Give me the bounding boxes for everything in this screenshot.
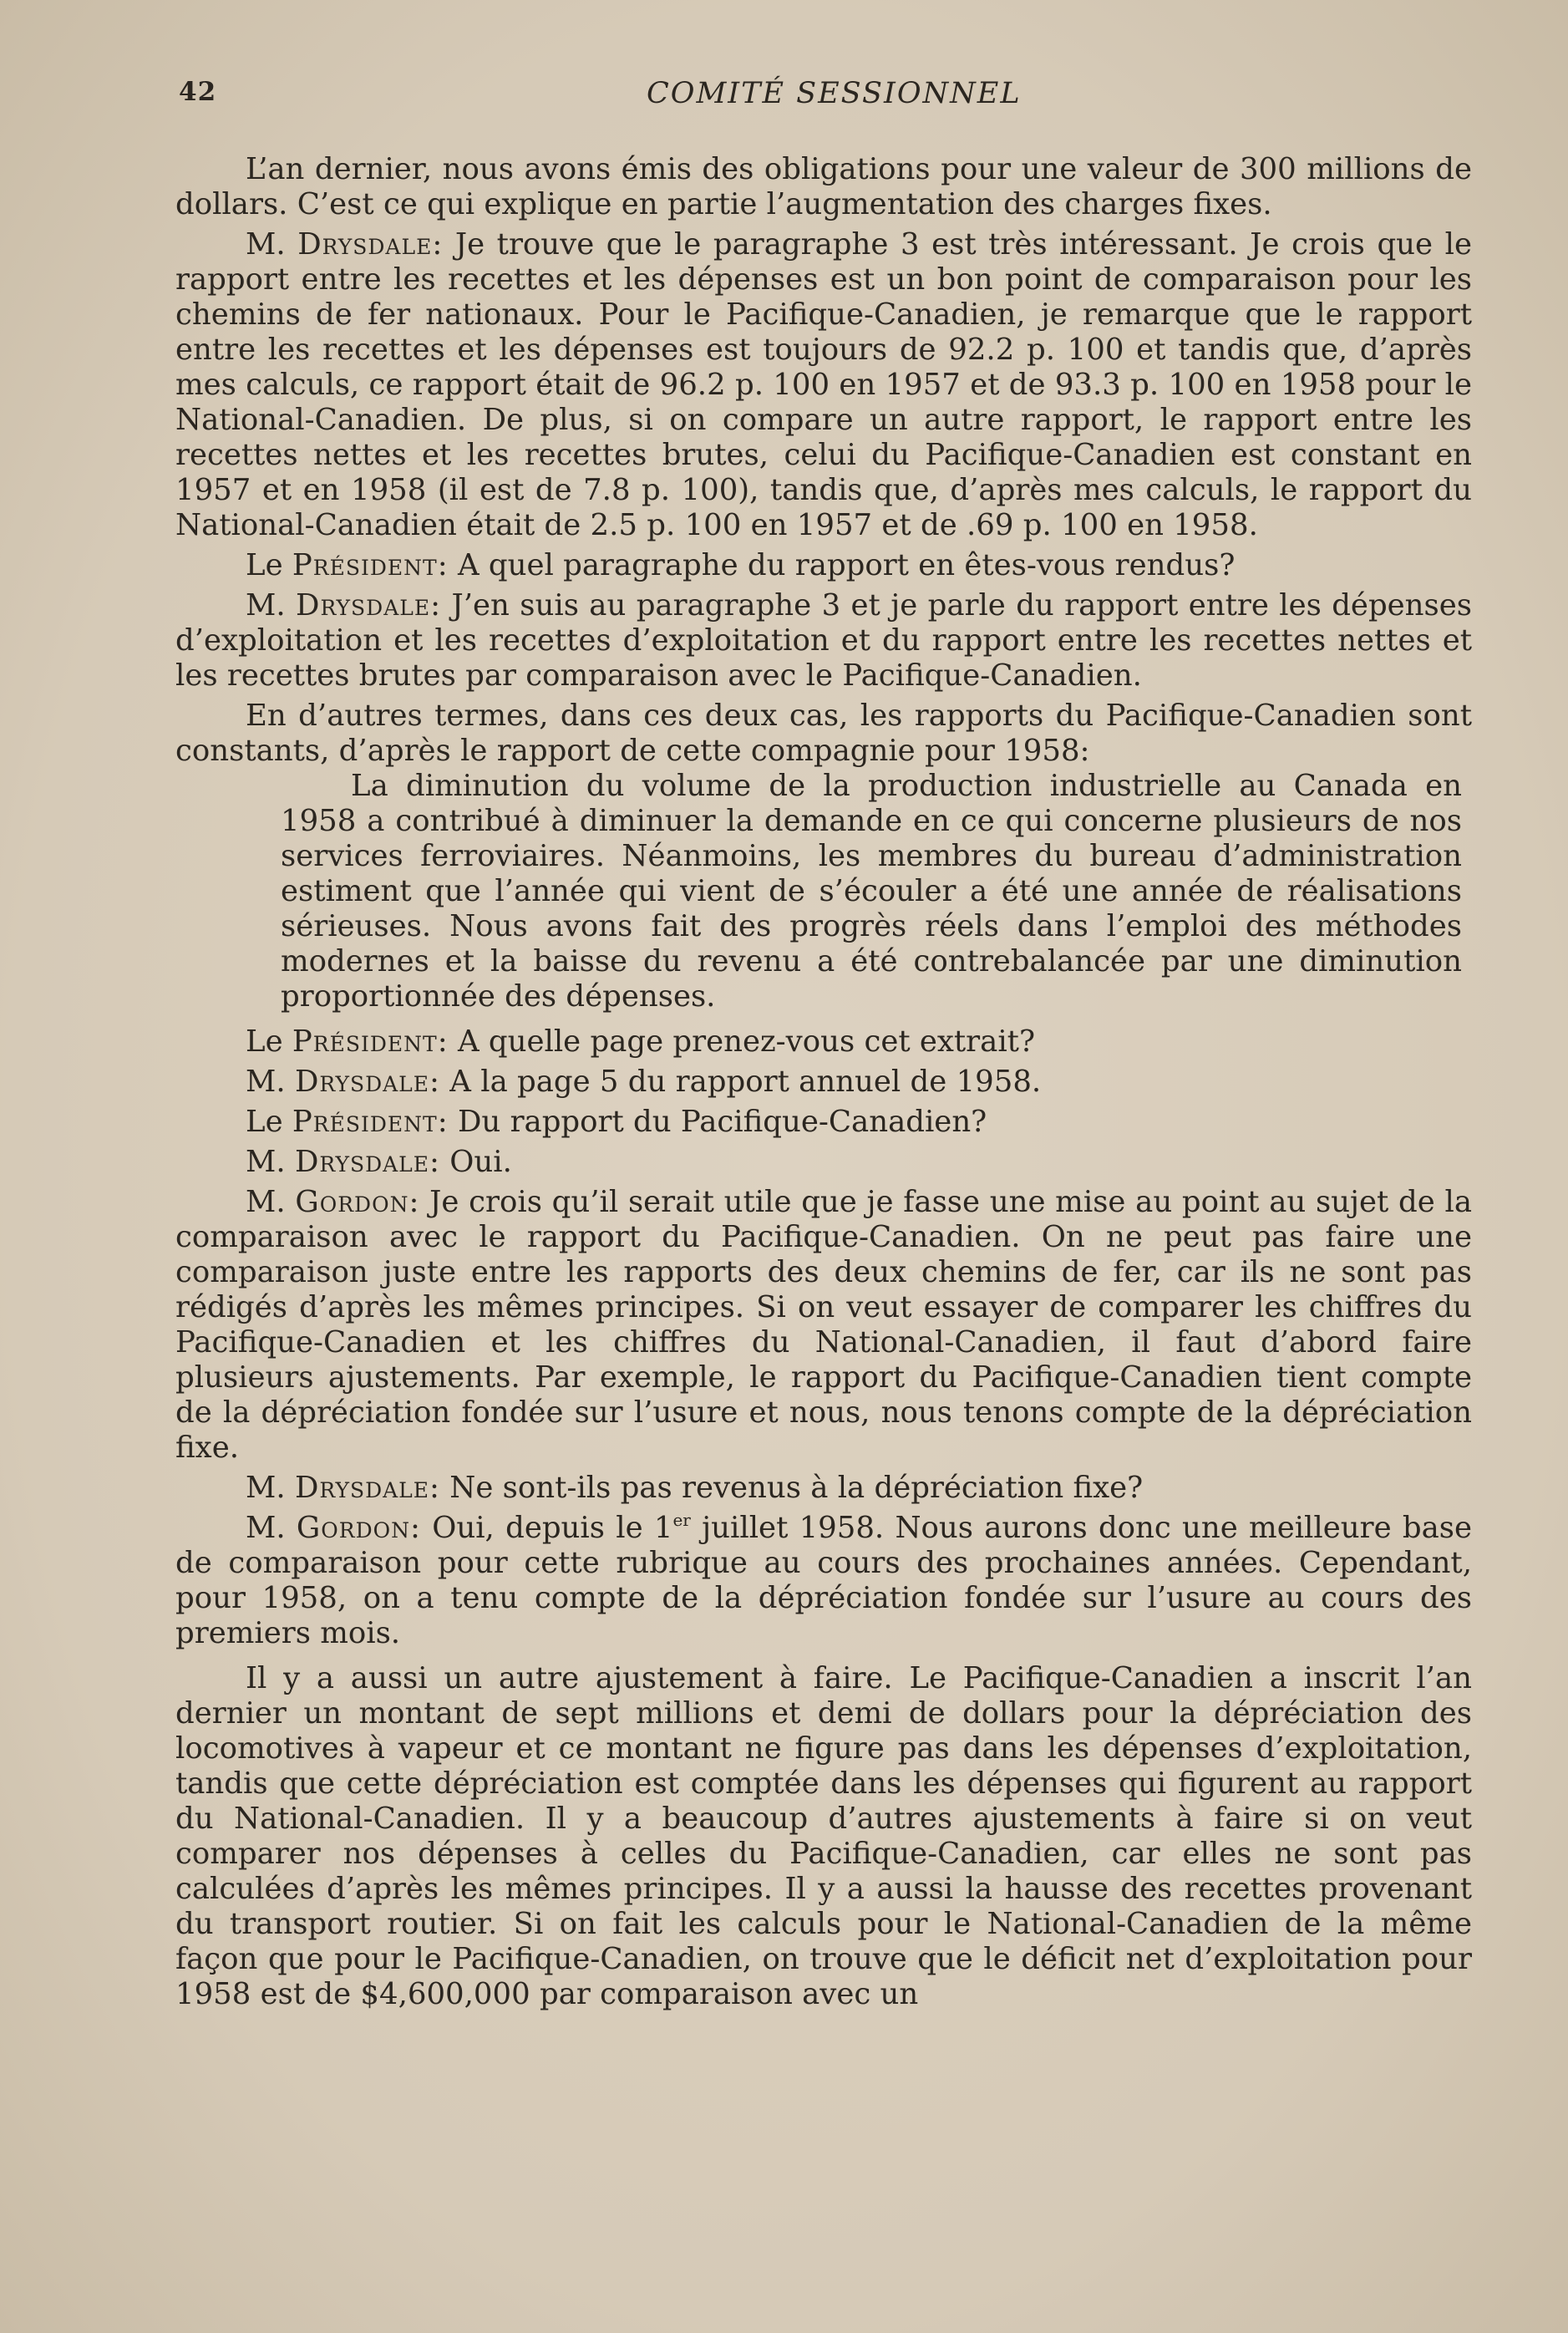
speaker-prefix: M. (246, 1145, 286, 1179)
speaker-name: Drysdale: (294, 1145, 440, 1179)
paragraph (175, 227, 1472, 543)
paragraph (175, 1145, 1472, 1180)
speaker-prefix: Le (246, 548, 283, 582)
paragraph-text: Ne sont-ils pas revenus à la dépréciation fixe? (449, 1471, 1144, 1505)
speaker-prefix: M. (246, 1065, 286, 1099)
paragraph-text: En d’autres termes, dans ces deux cas, les rapports du Pacifique-Canadien sont constants, d’après le rapport de cette compagnie pour 1958: (175, 699, 1472, 768)
speaker-name: Président: (292, 1105, 449, 1139)
paragraph (175, 699, 1472, 769)
superscript: er (672, 1510, 691, 1530)
paragraph (175, 588, 1472, 694)
speaker-name: Drysdale: (297, 227, 444, 262)
running-title: COMITÉ SESSIONNEL (647, 77, 1022, 110)
paragraph-text: A quelle page prenez-vous cet extrait? (457, 1024, 1035, 1059)
paragraph-text: Oui, depuis le 1 (432, 1511, 673, 1545)
body-text (175, 152, 1472, 2012)
speaker-name: Président: (292, 548, 449, 582)
paragraph-text: A la page 5 du rapport annuel de 1958. (449, 1065, 1042, 1099)
paragraph-text: Je crois qu’il serait utile que je fasse une mise au point au sujet de la comparaison avec le rapport du Pacifique-Canadien. On ne peut pas faire une comparaison juste entre les rapports des deux chemins de fer, car ils ne sont pas rédigés d’après les mêmes principes. Si on veut essayer de comparer les chiffres du Pacifique-Canadien et les chiffres du National-Canadien, il faut d’abord faire plusieurs ajustements. Par exemple, le rapport du Pacifique-Canadien tient compte de la dépréciation fondée sur l’usure et nous, nous tenons compte de la dépréciation fixe. (175, 1185, 1472, 1465)
speaker-name: Drysdale: (294, 1471, 440, 1505)
paragraph-text: Je trouve que le paragraphe 3 est très intéressant. Je crois que le rapport entre les recettes et les dépenses est un bon point de comparaison pour les chemins de fer nationaux. Pour le Pacifique-Canadien, je remarque que le rapport entre les recettes et les dépenses est toujours de 92.2 p. 100 et tandis que, d’après mes calculs, ce rapport était de 96.2 p. 100 en 1957 et de 93.3 p. 100 en 1958 pour le National-Canadien. De plus, si on compare un autre rapport, le rapport entre les recettes nettes et les recettes brutes, celui du Pacifique-Canadien est constant en 1957 et en 1958 (il est de 7.8 p. 100), tandis que, d’après mes calculs, le rapport du National-Canadien était de 2.5 p. 100 en 1957 et de .69 p. 100 en 1958. (175, 227, 1472, 542)
paragraph-text: Il y a aussi un autre ajustement à faire. Le Pacifique-Canadien a inscrit l’an dernier un montant de sept millions et demi de dollars pour la dépréciation des locomotives à vapeur et ce montant ne figure pas dans les dépenses d’exploitation, tandis que cette dépréciation est comptée dans les dépenses qui figurent au rapport du National-Canadien. Il y a beaucoup d’autres ajustements à faire si on veut comparer nos dépenses à celles du Pacifique-Canadien, car elles ne sont pas calculées d’après les mêmes principes. Il y a aussi la hausse des recettes provenant du transport routier. Si on fait les calculs pour le National-Canadien de la même façon que pour le Pacifique-Canadien, on trouve que le déficit net d’exploitation pour 1958 est de $4,600,000 par comparaison avec un (175, 1661, 1472, 2011)
speaker-prefix: M. (246, 1511, 286, 1545)
paragraph (175, 1471, 1472, 1506)
paragraph (175, 1024, 1472, 1060)
speaker-name: Drysdale: (294, 1065, 440, 1099)
paragraph (175, 1065, 1472, 1100)
speaker-name: Drysdale: (296, 588, 442, 623)
paragraph-text: juillet 1958. Nous aurons donc une meilleure base de comparaison pour cette rubrique au cours des prochaines années. Cependant, pour 1958, on a tenu compte de la dépréciation fondée sur l’usure au cours des premiers mois. (175, 1511, 1472, 1650)
paragraph (175, 152, 1472, 222)
page-header (179, 77, 1474, 124)
block-quote: La diminution du volume de la production industrielle au Canada en 1958 a contribué à diminuer la demande en ce qui concerne plusieurs de nos services ferroviaires. Néanmoins, les membres du bureau d’administration estiment que l’année qui vient de s’écouler a été une année de réalisations sérieuses. Nous avons fait des progrès réels dans l’emploi des méthodes modernes et la baisse du revenu a été contrebalancée par une diminution proportionnée des dépenses. (281, 769, 1462, 1014)
paragraph (175, 1661, 1472, 2012)
speaker-name: Gordon: (296, 1511, 421, 1545)
paragraph-text: L’an dernier, nous avons émis des obligations pour une valeur de 300 millions de dollars. C’est ce qui explique en partie l’augmentation des charges fixes. (175, 152, 1472, 221)
speaker-prefix: M. (246, 1185, 286, 1219)
speaker-name: Gordon: (295, 1185, 420, 1219)
speaker-prefix: Le (246, 1024, 283, 1059)
paragraph-text: A quel paragraphe du rapport en êtes-vous rendus? (457, 548, 1236, 582)
paragraph-text: Du rapport du Pacifique-Canadien? (457, 1105, 987, 1139)
speaker-prefix: M. (246, 588, 286, 623)
paragraph (175, 1511, 1472, 1651)
paragraph (175, 1185, 1472, 1466)
paragraph-text: J’en suis au paragraphe 3 et je parle du rapport entre les dépenses d’exploitation et les recettes d’exploitation et du rapport entre les recettes nettes et les recettes brutes par comparaison avec le Pacifique-Canadien. (175, 588, 1472, 693)
paragraph (175, 1105, 1472, 1140)
paragraph-text: Oui. (449, 1145, 512, 1179)
paragraph (175, 548, 1472, 583)
speaker-name: Président: (292, 1024, 449, 1059)
speaker-prefix: Le (246, 1105, 283, 1139)
speaker-prefix: M. (246, 227, 286, 262)
speaker-prefix: M. (246, 1471, 286, 1505)
page-number: 42 (179, 77, 217, 107)
